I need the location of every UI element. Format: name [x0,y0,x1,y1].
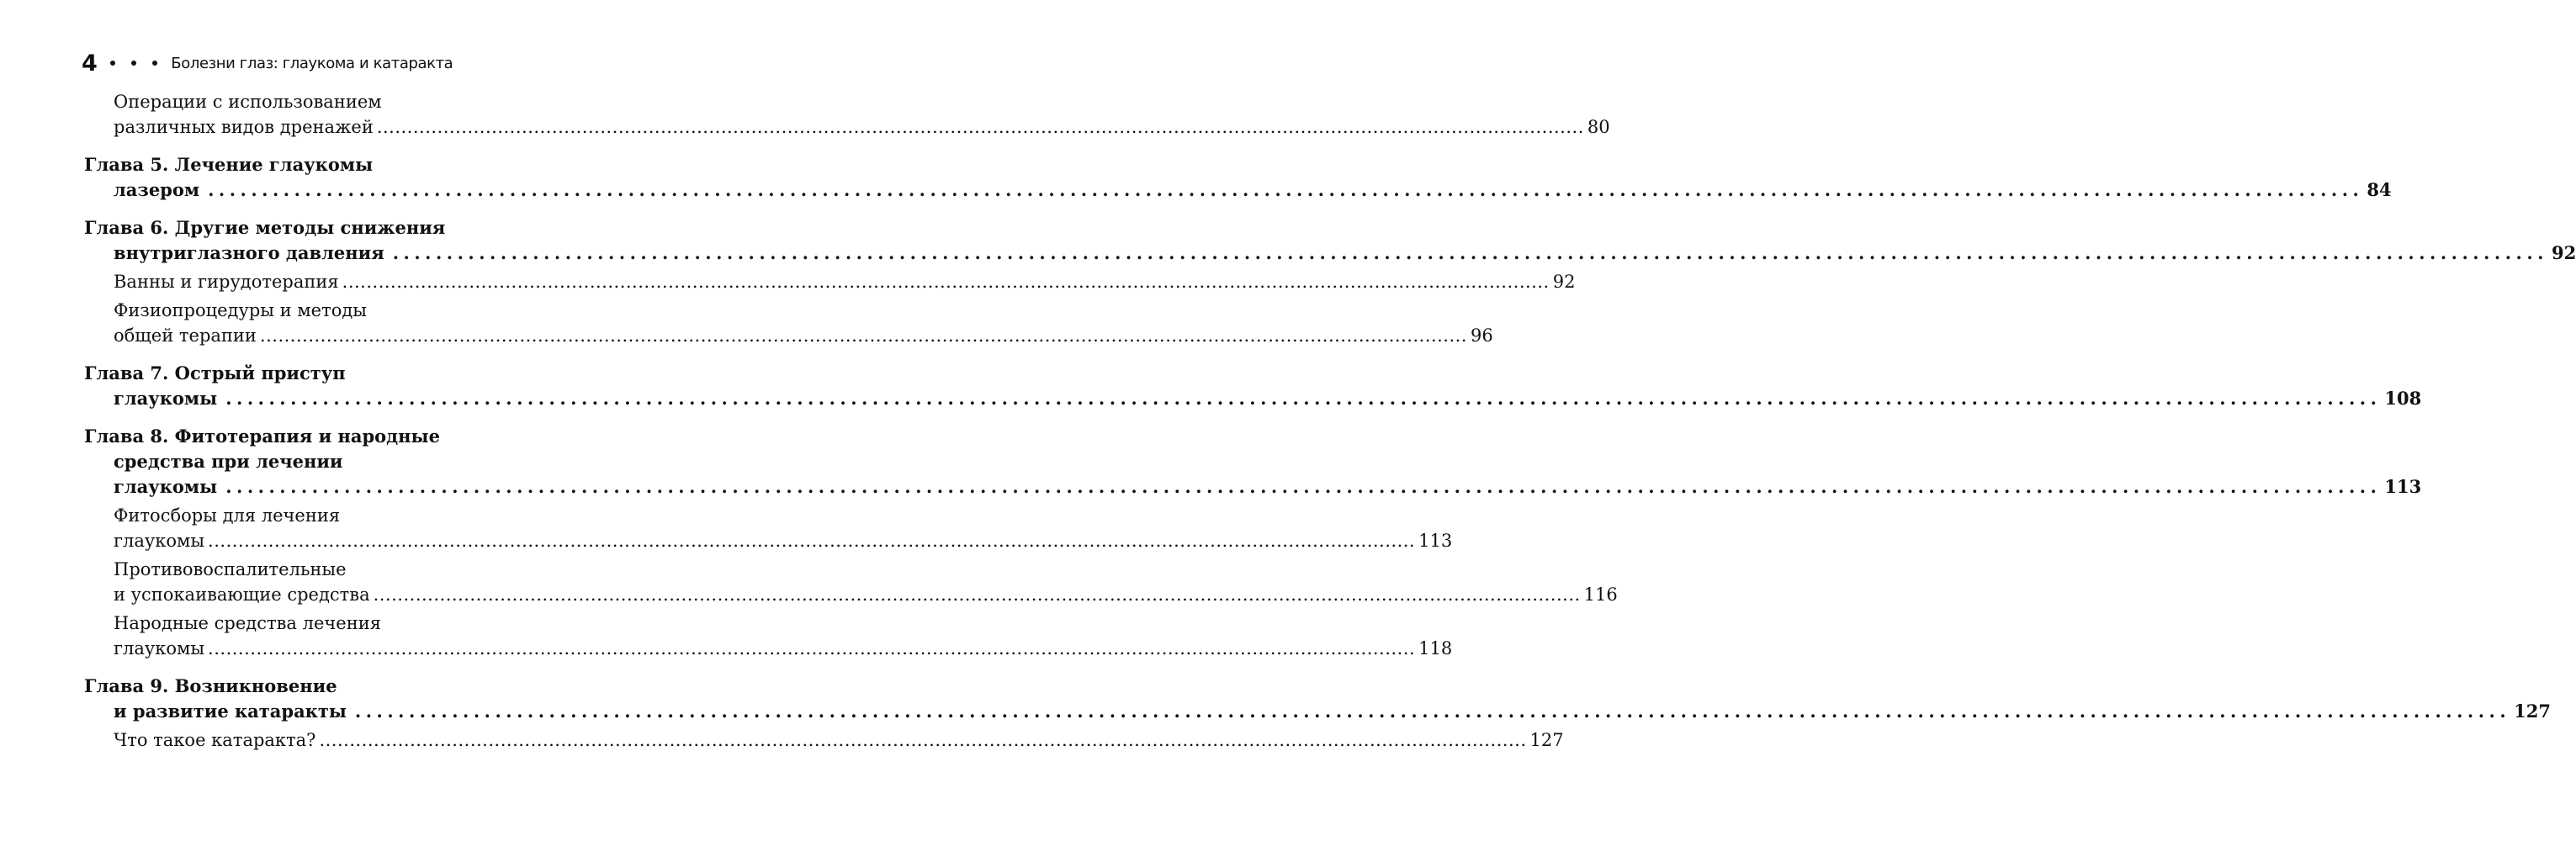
toc-entry-title-line: Физиопроцедуры и методы [114,300,367,320]
toc-entry-title-line: различных видов дренажей [114,117,374,137]
toc-page-number: 92 [1552,272,1576,292]
table-of-contents [84,89,2576,753]
toc-entry-last-line [114,114,1610,140]
dot-icon [131,61,136,66]
toc-entry-title-line: лазером [114,179,200,200]
dot-leader: ........................................................................................................................................................................................................ [392,242,2548,263]
toc-entry-title-line: Народные средства лечения [114,613,381,633]
toc-page-number: 113 [2384,476,2422,497]
toc-subsection-entry [84,557,1618,607]
toc-page-number: 96 [1470,325,1493,346]
dot-leader: ........................................................................................................................................................................................................ [208,638,1416,659]
toc-page-number: 92 [2551,242,2576,263]
toc-entry-title-line: Глава 5. Лечение глаукомы [84,154,374,175]
toc-entry-title-line: глаукомы [114,388,218,409]
toc-entry-last-line [84,474,2422,500]
page-number: 4 [82,50,98,77]
toc-entry-title-line: общей терапии [114,325,257,346]
toc-page-number: 80 [1587,117,1610,137]
toc-page-number: 127 [1529,730,1564,750]
toc-entry-title-line: Ванны и гирудотерапия [114,272,339,292]
toc-subsection-entry [84,298,1493,348]
dot-leader: ........................................................................................................................................................................................................ [354,701,2511,722]
toc-entry-title-line: Фитосборы для лечения [114,505,341,526]
toc-entry-last-line [84,699,2551,724]
toc-page-number: 113 [1418,531,1453,551]
toc-entry-last-line [84,386,2422,411]
toc-subsection-entry [84,269,1576,294]
toc-subsection-entry [84,727,1564,753]
dot-leader: ........................................................................................................................................................................................................ [259,325,1467,346]
toc-entry-title-line: Глава 9. Возникновение [84,675,337,696]
toc-entry-title-line: глаукомы [114,531,205,551]
toc-entry-title-line: глаукомы [114,476,218,497]
toc-chapter-entry [84,152,2392,203]
running-header [82,49,519,77]
toc-entry-last-line [114,269,1576,294]
toc-entry-title-line: средства при лечении [114,451,343,472]
dot-leader: ........................................................................................................................................................................................................ [225,388,2382,409]
dot-leader: ........................................................................................................................................................................................................ [342,272,1550,292]
toc-entry-title-line: Глава 7. Острый приступ [84,362,346,383]
toc-entry-title-line: Операции с использованием [114,92,382,112]
dot-leader: ........................................................................................................................................................................................................ [319,730,1527,750]
toc-page-number: 116 [1583,584,1618,605]
toc-entry-last-line [114,323,1493,348]
toc-entry-last-line [114,727,1564,753]
dot-leader: ........................................................................................................................................................................................................ [376,117,1584,137]
toc-chapter-entry [84,674,2551,724]
toc-chapter-entry [84,215,2576,266]
toc-page-number: 84 [2367,179,2392,200]
toc-page-number: 108 [2384,388,2422,409]
toc-entry-last-line [114,528,1453,553]
toc-entry-title-line: Противовоспалительные [114,559,347,579]
toc-chapter-entry [84,361,2422,411]
toc-entry-title-line: и развитие катаракты [114,701,347,722]
dot-leader: ........................................................................................................................................................................................................ [208,531,1416,551]
running-title: Болезни глаз: глаукома и катаракта [171,54,453,72]
toc-entry-last-line [84,241,2576,266]
toc-entry-title-line: Глава 8. Фитотерапия и народные [84,426,440,447]
toc-page-number: 127 [2514,701,2551,722]
toc-entry-title-line: Глава 6. Другие методы снижения [84,217,446,238]
toc-subsection-entry [84,503,1453,553]
toc-subsection-entry [84,611,1453,661]
toc-entry-last-line [114,582,1618,607]
dot-icon [110,61,115,66]
toc-entry-title-line: глаукомы [114,638,205,659]
toc-entry-title-line: и успокаивающие средства [114,584,370,605]
toc-entry-last-line [114,636,1453,661]
toc-entry-last-line [84,177,2392,203]
dot-icon [152,61,157,66]
toc-subsection-entry [84,89,1610,140]
toc-page-number: 118 [1418,638,1453,659]
toc-chapter-entry [84,424,2422,500]
toc-entry-title-line: внутриглазного давления [114,242,384,263]
dot-leader: ........................................................................................................................................................................................................ [225,476,2382,497]
header-dots-ornament [110,61,157,66]
dot-leader: ........................................................................................................................................................................................................ [373,584,1581,605]
toc-entry-title-line: Что такое катаракта? [114,730,316,750]
dot-leader: ........................................................................................................................................................................................................ [208,179,2364,200]
